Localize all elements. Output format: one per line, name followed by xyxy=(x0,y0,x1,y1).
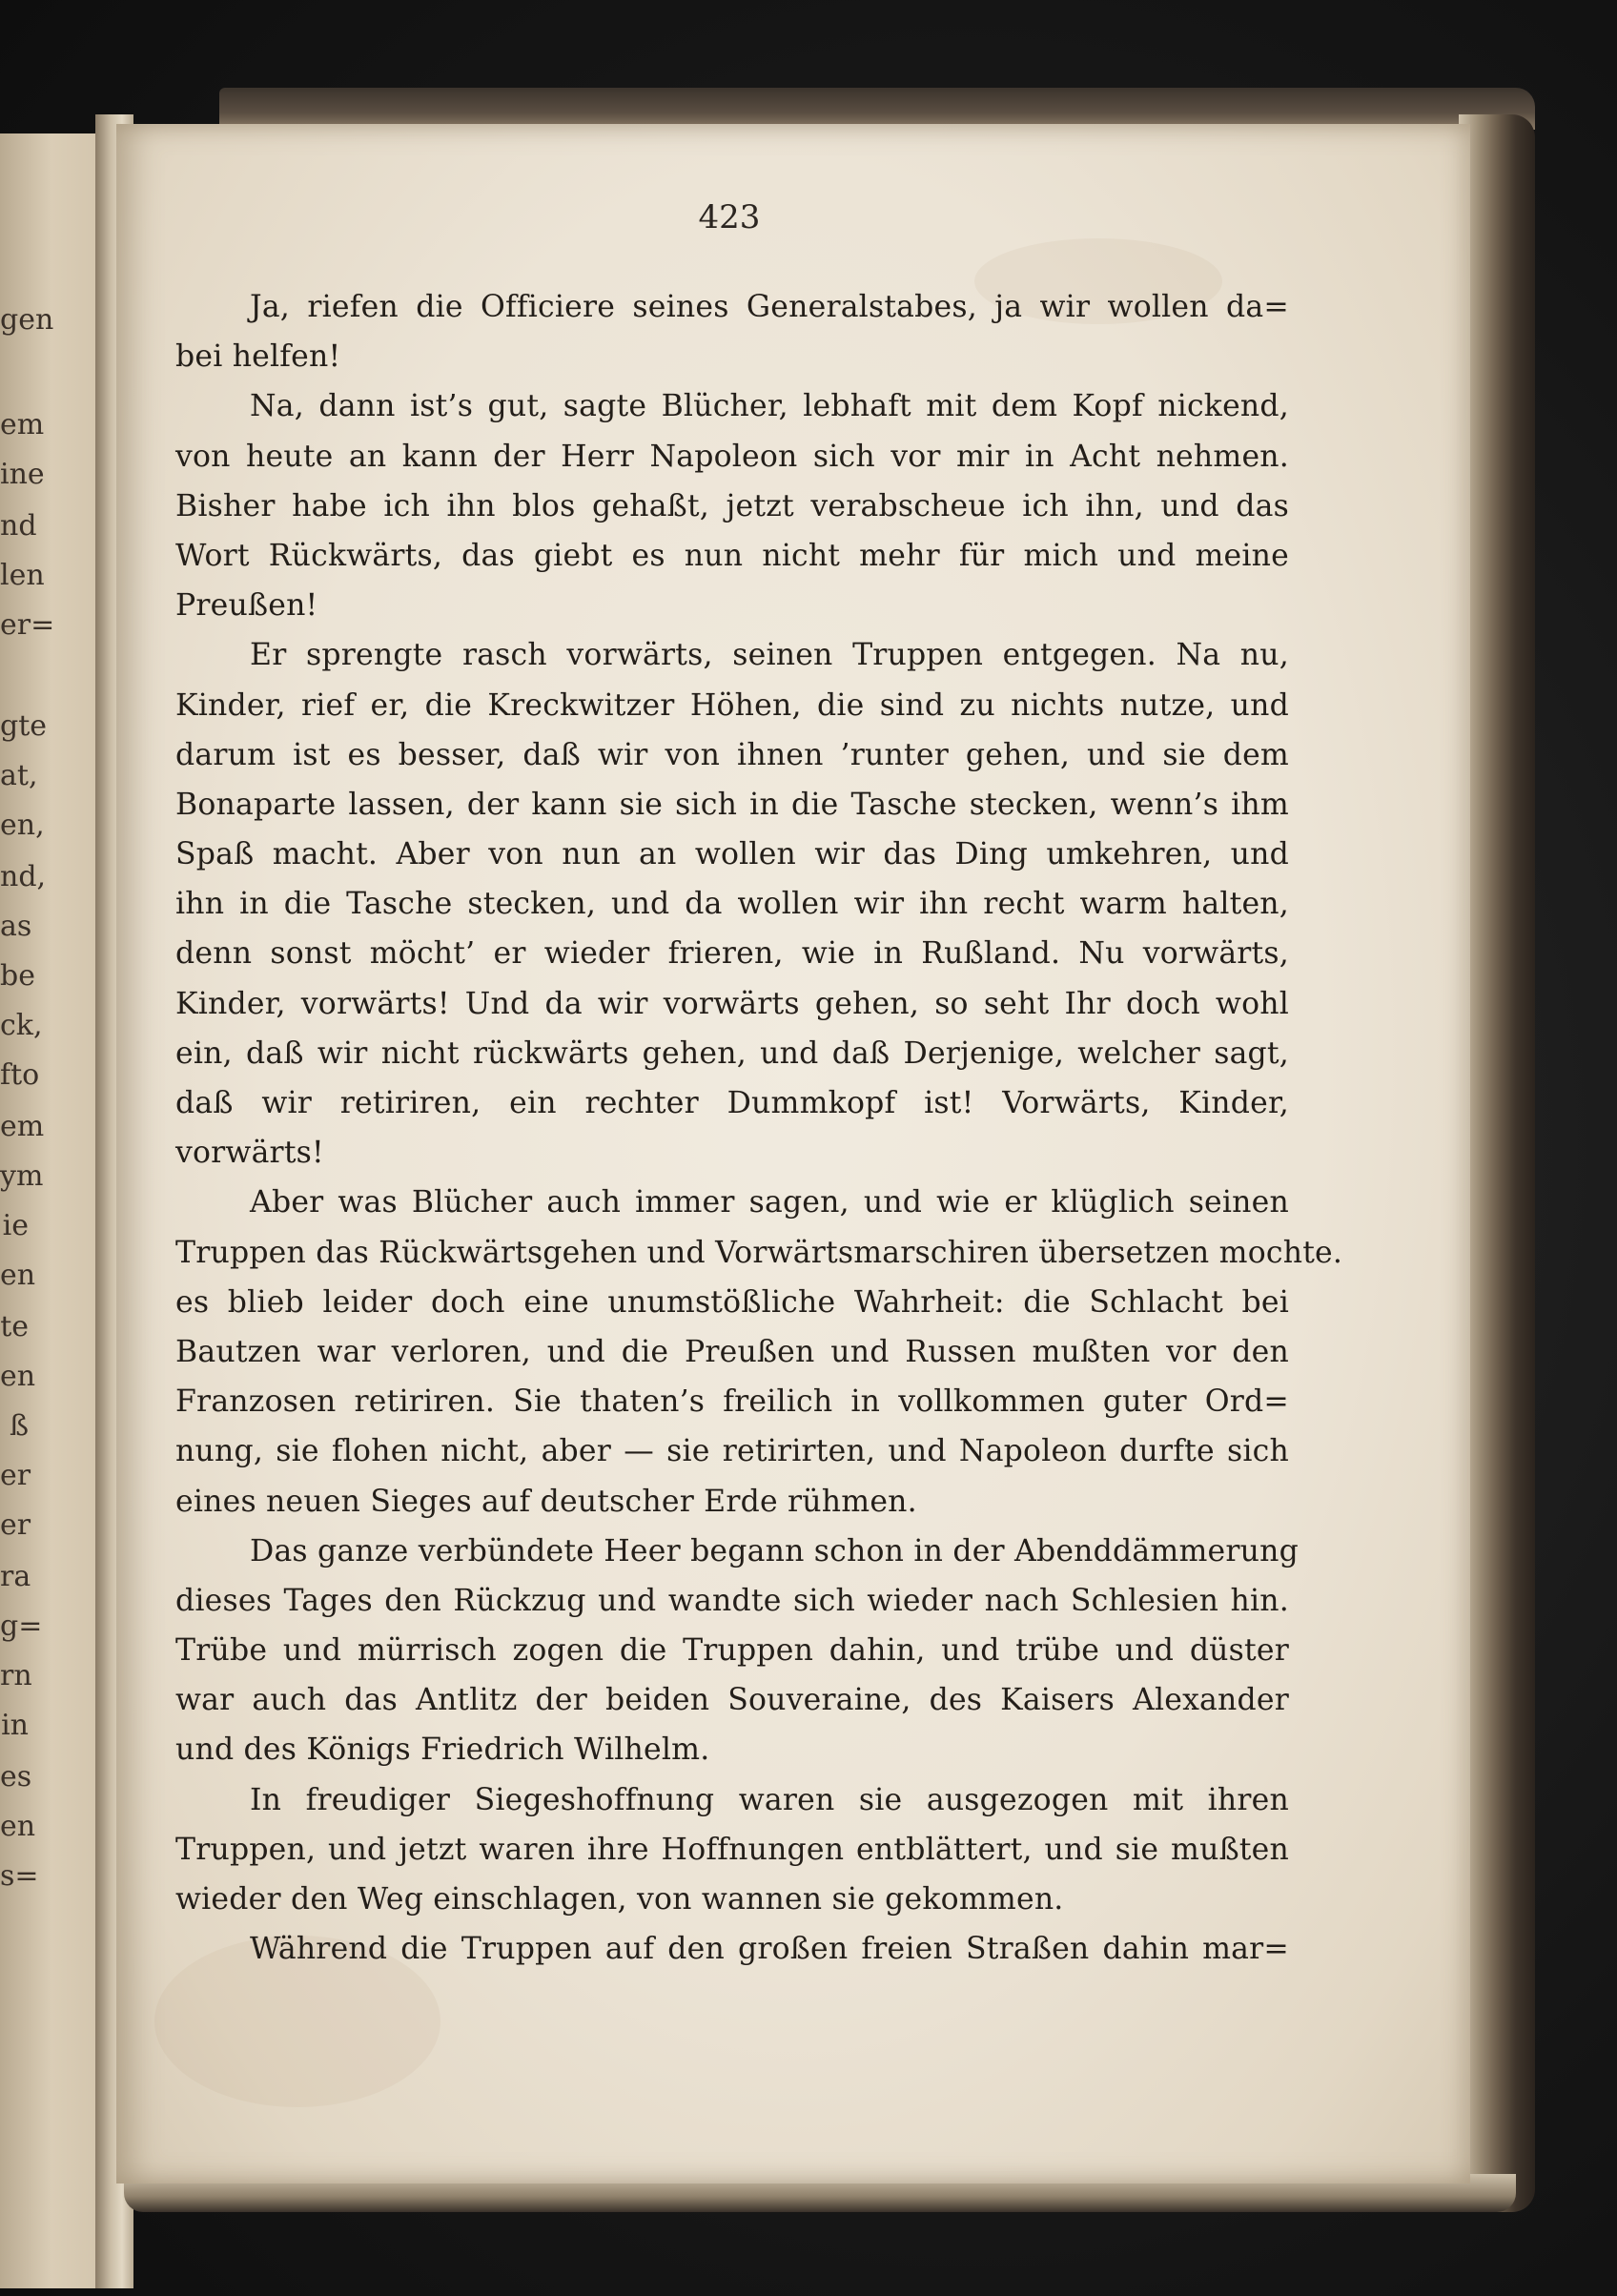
text-line: wieder den Weg einschlagen, von wannen sie gekommen. xyxy=(175,1882,1064,1917)
text-line: bei helfen! xyxy=(175,339,341,375)
left-page-fragment: nd, xyxy=(0,860,47,893)
left-page-fragment: er xyxy=(0,1508,31,1542)
text-line: Aber was Blücher auch immer sagen, und wie er klüglich seinen xyxy=(250,1185,1289,1220)
text-line: Truppen das Rückwärtsgehen und Vorwärtsmarschiren übersetzen mochte. xyxy=(175,1235,1343,1270)
text-line: vorwärts! xyxy=(175,1136,324,1171)
text-line: Preußen! xyxy=(175,588,318,624)
left-page-fragment: en xyxy=(0,1360,36,1393)
text-line: Truppen, und jetzt waren ihre Hoffnungen entblättert, und sie mußten xyxy=(175,1832,1289,1867)
left-page-fragment: er xyxy=(0,1459,31,1492)
left-page-fragment: gen xyxy=(0,303,54,337)
page-body-text xyxy=(175,282,1343,1974)
left-page-fragment: ie xyxy=(2,1209,29,1242)
left-page-fragment: er= xyxy=(0,608,55,642)
left-page-fragment: em xyxy=(0,408,45,441)
text-line: ihn in die Tasche stecken, und da wollen wir ihn recht warm halten, xyxy=(175,887,1289,922)
text-line: Na, dann ist’s gut, sagte Blücher, lebhaft mit dem Kopf nickend, xyxy=(250,389,1289,424)
left-page-fragment: ß xyxy=(9,1409,29,1443)
text-line: es blieb leider doch eine unumstößliche Wahrheit: die Schlacht bei xyxy=(175,1284,1289,1320)
text-line: Kinder, rief er, die Kreckwitzer Höhen, die sind zu nichts nutze, und xyxy=(175,687,1289,723)
text-line: Franzosen retiriren. Sie thaten’s freilich in vollkommen guter Ord= xyxy=(175,1384,1289,1420)
text-line: nung, sie flohen nicht, aber — sie retirirten, und Napoleon durfte sich xyxy=(175,1434,1289,1469)
text-line: Bonaparte lassen, der kann sie sich in die Tasche stecken, wenn’s ihm xyxy=(175,787,1289,822)
left-page-fragment: en xyxy=(0,1259,36,1292)
left-page-fragment: g= xyxy=(0,1609,43,1643)
text-line: eines neuen Sieges auf deutscher Erde rühmen. xyxy=(175,1484,917,1519)
left-page-fragment: at, xyxy=(0,759,38,792)
left-page-fragment: ym xyxy=(0,1159,44,1193)
left-page-fragment: ck, xyxy=(0,1009,43,1042)
left-page-fragment: as xyxy=(0,910,32,943)
text-line: Das ganze verbündete Heer begann schon in der Abenddämmerung xyxy=(250,1533,1299,1568)
left-page-fragment: es xyxy=(0,1760,32,1794)
text-line: von heute an kann der Herr Napoleon sich vor mir in Acht nehmen. xyxy=(175,439,1289,474)
text-line: dieses Tages den Rückzug und wandte sich wieder nach Schlesien hin. xyxy=(175,1583,1289,1618)
text-line: In freudiger Siegeshoffnung waren sie ausgezogen mit ihren xyxy=(250,1782,1289,1817)
text-line: darum ist es besser, daß wir von ihnen ’runter gehen, und sie dem xyxy=(175,737,1289,772)
text-line: Kinder, vorwärts! Und da wir vorwärts gehen, so seht Ihr doch wohl xyxy=(175,986,1289,1021)
left-page-fragment: em xyxy=(0,1110,45,1143)
text-line: Er sprengte rasch vorwärts, seinen Truppen entgegen. Na nu, xyxy=(250,638,1289,673)
left-page-fragment: en, xyxy=(0,809,45,842)
left-page-fragment: in xyxy=(1,1709,29,1742)
text-line: denn sonst möcht’ er wieder frieren, wie in Rußland. Nu vorwärts, xyxy=(175,936,1289,972)
left-page-fragment: en xyxy=(0,1810,36,1843)
text-line: Bisher habe ich ihn blos gehaßt, jetzt verabscheue ich ihn, und das xyxy=(175,488,1289,523)
left-page-fragment: te xyxy=(0,1310,29,1343)
fore-edge xyxy=(1459,114,1535,2212)
left-page-fragment: ine xyxy=(0,458,45,491)
left-page-fragment: be xyxy=(0,959,35,993)
text-line: und des Königs Friedrich Wilhelm. xyxy=(175,1732,710,1768)
text-line: daß wir retiriren, ein rechter Dummkopf ist! Vorwärts, Kinder, xyxy=(175,1086,1289,1120)
left-page-fragment: gte xyxy=(0,709,48,743)
text-line: Während die Truppen auf den großen freien Straßen dahin mar= xyxy=(250,1932,1289,1967)
left-page-fragment: nd xyxy=(0,509,37,543)
text-line: ein, daß wir nicht rückwärts gehen, und daß Derjenige, welcher sagt, xyxy=(175,1035,1289,1071)
text-line: Trübe und mürrisch zogen die Truppen dahin, und trübe und düster xyxy=(175,1633,1289,1669)
text-line: war auch das Antlitz der beiden Souveraine, des Kaisers Alexander xyxy=(175,1683,1289,1718)
left-page-fragment: len xyxy=(0,559,45,592)
page-number: 423 xyxy=(698,198,761,236)
left-page-fragment: rn xyxy=(0,1659,32,1692)
text-line: Ja, riefen die Officiere seines Generalstabes, ja wir wollen da= xyxy=(250,290,1289,324)
text-line: Wort Rückwärts, das giebt es nun nicht mehr für mich und meine xyxy=(175,538,1289,573)
left-page-fragment: ra xyxy=(0,1560,31,1593)
text-line: Bautzen war verloren, und die Preußen und Russen mußten vor den xyxy=(175,1334,1289,1369)
text-line: Spaß macht. Aber von nun an wollen wir das Ding umkehren, und xyxy=(175,837,1289,872)
left-page-fragment: s= xyxy=(0,1859,39,1893)
left-page-fragment: fto xyxy=(0,1058,40,1092)
